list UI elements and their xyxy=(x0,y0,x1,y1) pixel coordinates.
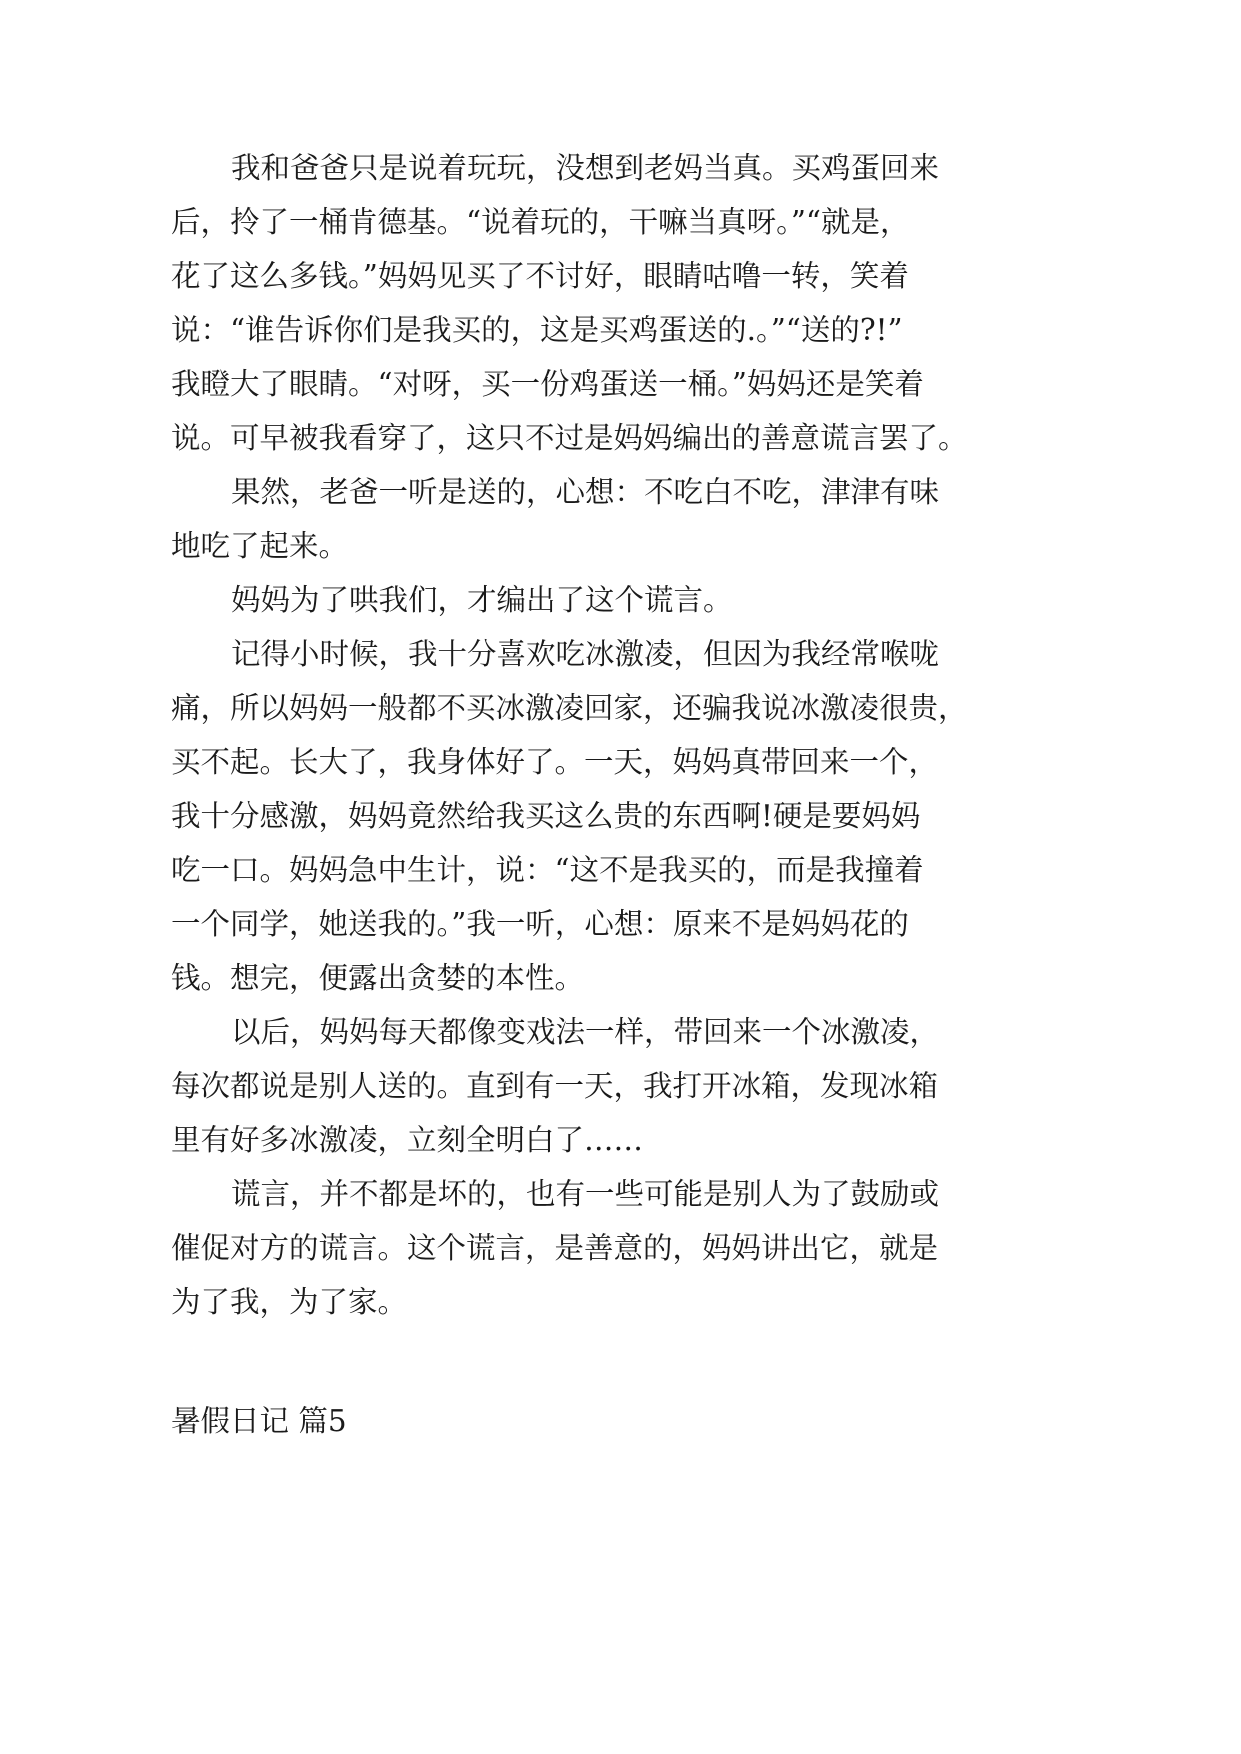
paragraph-5-line-1: 以后，妈妈每天都像变戏法一样，带回来一个冰激凌， xyxy=(231,1015,940,1049)
paragraph-2-line-2: 地吃了起来。 xyxy=(171,529,349,563)
paragraph-4-line-1: 记得小时候，我十分喜欢吃冰激凌，但因为我经常喉咙 xyxy=(231,637,940,671)
paragraph-4-line-3: 买不起。长大了，我身体好了。一天，妈妈真带回来一个， xyxy=(171,745,939,779)
paragraph-1-line-4: 说：“谁告诉你们是我买的，这是买鸡蛋送的.。”“送的?!” xyxy=(171,313,903,347)
paragraph-1-line-6: 说。可早被我看穿了，这只不过是妈妈编出的善意谎言罢了。 xyxy=(171,421,968,455)
paragraph-6-line-1: 谎言，并不都是坏的，也有一些可能是别人为了鼓励或 xyxy=(231,1177,940,1211)
paragraph-6-line-2: 催促对方的谎言。这个谎言，是善意的，妈妈讲出它，就是 xyxy=(171,1231,939,1265)
paragraph-4-line-4: 我十分感激，妈妈竟然给我买这么贵的东西啊!硬是要妈妈 xyxy=(171,799,921,833)
paragraph-4-line-6: 一个同学，她送我的。”我一听，心想：原来不是妈妈花的 xyxy=(171,907,909,941)
paragraph-1-line-5: 我瞪大了眼睛。“对呀，买一份鸡蛋送一桶。”妈妈还是笑着 xyxy=(171,367,924,401)
paragraph-5-line-3: 里有好多冰激凌，立刻全明白了…… xyxy=(171,1123,644,1157)
paragraph-1-line-3: 花了这么多钱。”妈妈见买了不讨好，眼睛咕噜一转，笑着 xyxy=(171,259,909,293)
paragraph-1-line-2: 后，拎了一桶肯德基。“说着玩的，干嘛当真呀。”“就是， xyxy=(171,205,910,239)
paragraph-6-line-3: 为了我，为了家。 xyxy=(171,1285,408,1319)
section-heading: 暑假日记 篇5 xyxy=(171,1404,347,1438)
paragraph-4-line-7: 钱。想完，便露出贪婪的本性。 xyxy=(171,961,585,995)
paragraph-4-line-2: 痛，所以妈妈一般都不买冰激凌回家，还骗我说冰激凌很贵， xyxy=(171,691,968,725)
paragraph-3-line-1: 妈妈为了哄我们，才编出了这个谎言。 xyxy=(231,583,733,617)
paragraph-4-line-5: 吃一口。妈妈急中生计，说：“这不是我买的，而是我撞着 xyxy=(171,853,924,887)
paragraph-5-line-2: 每次都说是别人送的。直到有一天，我打开冰箱，发现冰箱 xyxy=(171,1069,939,1103)
paragraph-2-line-1: 果然，老爸一听是送的，心想：不吃白不吃，津津有味 xyxy=(231,475,940,509)
paragraph-1-line-1: 我和爸爸只是说着玩玩，没想到老妈当真。买鸡蛋回来 xyxy=(231,151,940,185)
